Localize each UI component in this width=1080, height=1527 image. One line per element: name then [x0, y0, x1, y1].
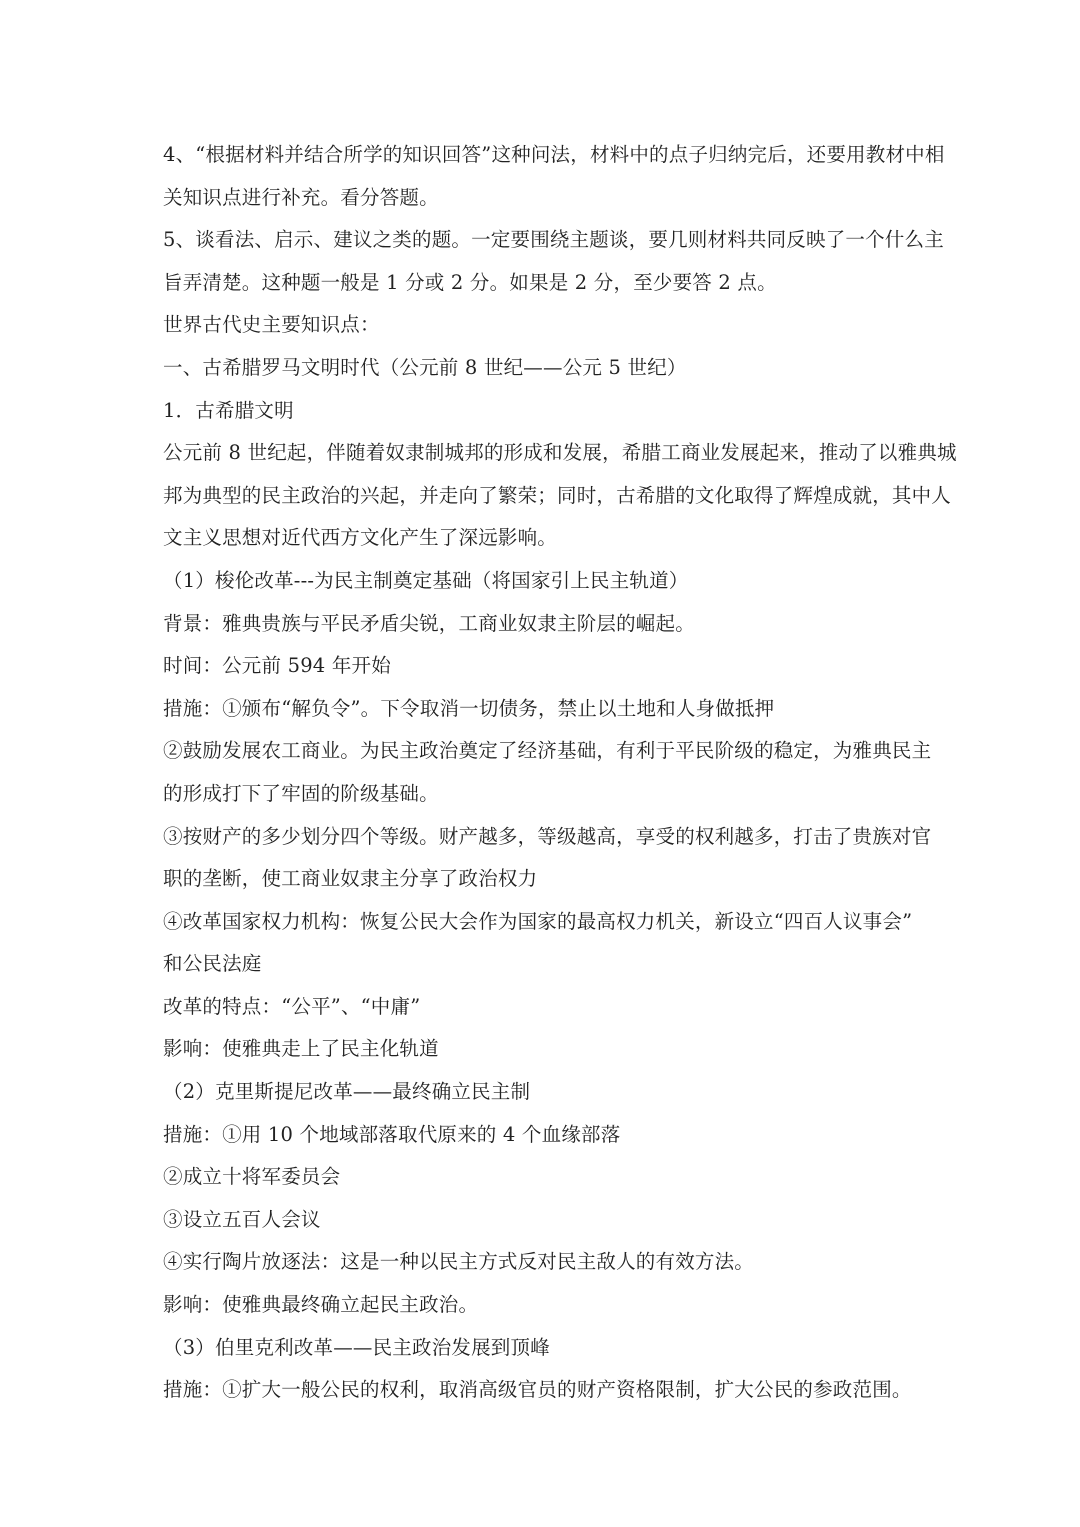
paragraph-line: ②成立十将军委员会 [163, 1165, 341, 1189]
paragraph-line: 时间：公元前 594 年开始 [163, 654, 391, 678]
subsection-heading: 1．古希腊文明 [163, 398, 294, 422]
paragraph-line: 影响：使雅典最终确立起民主政治。 [163, 1293, 479, 1317]
paragraph-line: 和公民法庭 [163, 952, 262, 976]
paragraph-line: 职的垄断，使工商业奴隶主分享了政治权力 [163, 867, 538, 891]
paragraph-line: 的形成打下了牢固的阶级基础。 [163, 781, 439, 805]
paragraph-line: 公元前 8 世纪起，伴随着奴隶制城邦的形成和发展，希腊工商业发展起来，推动了以雅典城 [163, 441, 957, 465]
document-body [163, 134, 957, 1412]
paragraph-line: 背景：雅典贵族与平民矛盾尖锐，工商业奴隶主阶层的崛起。 [163, 611, 695, 635]
paragraph-line: 文主义思想对近代西方文化产生了深远影响。 [163, 526, 558, 550]
paragraph-line: 邦为典型的民主政治的兴起，并走向了繁荣；同时，古希腊的文化取得了辉煌成就，其中人 [163, 483, 952, 507]
paragraph-line: ②鼓励发展农工商业。为民主政治奠定了经济基础，有利于平民阶级的稳定，为雅典民主 [163, 739, 932, 763]
subsection-heading: （1）梭伦改革---为民主制奠定基础（将国家引上民主轨道） [163, 568, 689, 592]
paragraph-line: 4、“根据材料并结合所学的知识回答”这种问法，材料中的点子归纳完后，还要用教材中相 [163, 143, 945, 166]
paragraph-line: 旨弄清楚。这种题一般是 1 分或 2 分。如果是 2 分，至少要答 2 点。 [163, 270, 777, 294]
paragraph-line: ④改革国家权力机构：恢复公民大会作为国家的最高权力机关，新设立“四百人议事会” [163, 909, 913, 933]
paragraph-line: 措施：①用 10 个地域部落取代原来的 4 个血缘部落 [163, 1122, 621, 1146]
paragraph-line: 5、谈看法、启示、建议之类的题。一定要围绕主题谈，要几则材料共同反映了一个什么主 [163, 228, 944, 252]
paragraph-line: 关知识点进行补充。看分答题。 [163, 185, 439, 209]
paragraph-line: 影响：使雅典走上了民主化轨道 [163, 1037, 439, 1061]
section-heading: 世界古代史主要知识点： [163, 313, 380, 337]
paragraph-line: ④实行陶片放逐法：这是一种以民主方式反对民主敌人的有效方法。 [163, 1250, 755, 1274]
subsection-heading: （2）克里斯提尼改革——最终确立民主制 [163, 1080, 531, 1104]
section-heading: 一、古希腊罗马文明时代（公元前 8 世纪——公元 5 世纪） [163, 355, 687, 379]
paragraph-line: 措施：①扩大一般公民的权利，取消高级官员的财产资格限制，扩大公民的参政范围。 [163, 1378, 912, 1402]
paragraph-line: 措施：①颁布“解负令”。下令取消一切债务，禁止以土地和人身做抵押 [163, 696, 775, 720]
paragraph-line: 改革的特点：“公平”、“中庸” [163, 994, 421, 1018]
paragraph-line: ③设立五百人会议 [163, 1207, 321, 1231]
subsection-heading: （3）伯里克利改革——民主政治发展到顶峰 [163, 1335, 550, 1359]
paragraph-line: ③按财产的多少划分四个等级。财产越多，等级越高，享受的权利越多，打击了贵族对官 [163, 824, 932, 848]
